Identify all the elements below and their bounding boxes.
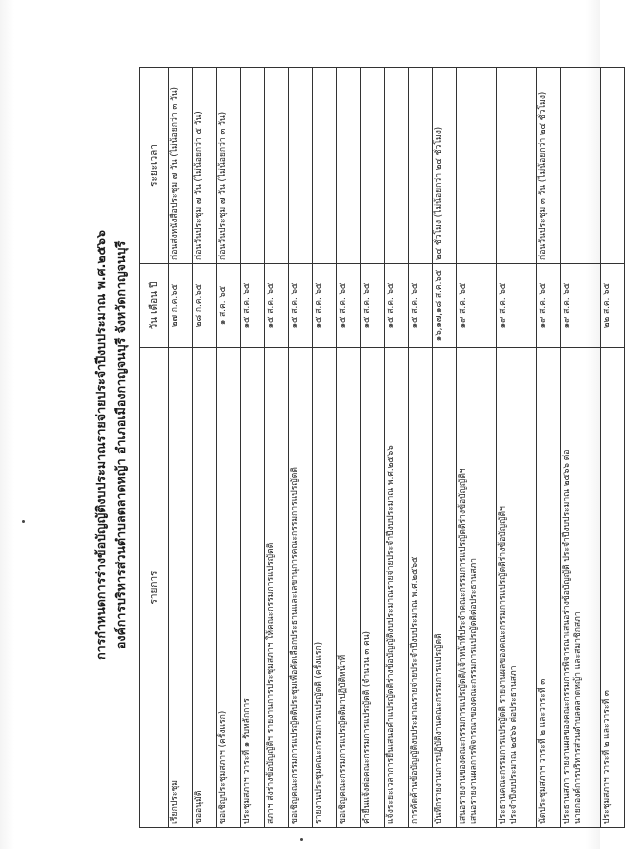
row-duration [337, 68, 361, 264]
row-item: ขอเชิญคณะกรรมการแปรญัตติประชุมเพื่อคัดเลือกประธานและเลขานุการคณะกรรมการแปรญัตติ [289, 348, 313, 828]
row-date: ๑๕ ส.ค. ๖๕ [241, 264, 265, 348]
row-item: ประชุมสภาฯ วาระที่ ๒ และวาระที่ ๓ [601, 348, 625, 828]
row-item: บันทึกรายงานการปฏิบัติงานคณะกรรมการแปรญัตติ [433, 348, 457, 828]
scan-speck [22, 520, 25, 523]
header-item: รายการ [140, 348, 169, 828]
row-item: คำยื่นแจ้งต่อคณะกรรมการแปรญัตติ (จำนวน ๓ คน) [361, 348, 385, 828]
row-date: ๑๖,๑๗,๑๘ ส.ค.๖๕ [433, 264, 457, 348]
table-row [361, 68, 385, 828]
row-date: ๒๒ ส.ค. ๖๕ [601, 264, 625, 348]
table-row [313, 68, 337, 828]
row-item [457, 348, 497, 828]
row-date: ๑๕ ส.ค. ๖๕ [385, 264, 409, 348]
table-row [409, 68, 433, 828]
row-item: รายงานประชุมคณะกรรมการแปรญัตติ (ครั้งแรก) [313, 348, 337, 828]
row-date: ๑๕ ส.ค. ๖๕ [265, 264, 289, 348]
row-item: ขอเชิญคณะกรรมการแปรญัตติมาปฏิบัติหน้าที่ [337, 348, 361, 828]
row-date: ๑๕ ส.ค. ๖๕ [289, 264, 313, 348]
table-row [497, 68, 537, 828]
header-duration: ระยะเวลา [140, 68, 169, 264]
row-duration [409, 68, 433, 264]
row-date: ๑ ส.ค. ๖๕ [217, 264, 241, 348]
row-duration [241, 68, 265, 264]
table-row [241, 68, 265, 828]
row-date: ๑๙ ส.ค. ๖๕ [561, 264, 601, 348]
row-duration: ก่อนวันประชุม ๗ วัน (ไม่น้อยกว่า ๓ วัน) [217, 68, 241, 264]
table-row [385, 68, 409, 828]
table-row [193, 68, 217, 828]
row-item: ขออนุมัติ [193, 348, 217, 828]
row-item: ขอเชิญประชุมสภาฯ (ครั้งแรก) [217, 348, 241, 828]
row-item: สภาฯ ส่งร่างข้อบัญญัติฯ รายงานการประชุมสภาฯ ให้คณะกรรมการแปรญัตติ [265, 348, 289, 828]
document-title: การกำหนดการร่างข้อบัญญัติงบประมาณรายจ่ายประจำปีงบประมาณ พ.ศ.๒๕๖๖ [93, 230, 108, 660]
rotated-document [85, 54, 612, 836]
row-date: ๒๗ ก.ค.๖๕ [169, 264, 193, 348]
document-header [85, 54, 139, 836]
header-date: วัน เดือน ปี [140, 264, 169, 348]
row-date: ๒๘ ก.ค.๖๕ [193, 264, 217, 348]
row-duration [289, 68, 313, 264]
row-date: ๑๕ ส.ค. ๖๕ [337, 264, 361, 348]
row-duration: ๒๔ ชั่วโมง (ไม่น้อยกว่า ๒๔ ชั่วโมง) [433, 68, 457, 264]
row-item: นัดประชุมสภาฯ วาระที่ ๒ และวาระที่ ๓ [537, 348, 561, 828]
table-row [601, 68, 625, 828]
document-subtitle: องค์การบริหารส่วนตำบลตลาดหญ้า อำเภอเมืองกาญจนบุรี จังหวัดกาญจนบุรี [113, 240, 128, 650]
row-duration [385, 68, 409, 264]
row-item: ประชุมสภาฯ วาระที่ ๑ รับหลักการ [241, 348, 265, 828]
row-duration: ก่อนส่งหนังสือประชุม ๗ วัน (ไม่น้อยกว่า ๓ วัน) [169, 68, 193, 264]
row-item: แจ้งระยะเวลาการยื่นเสนอคำแปรญัตติร่างข้อบัญญัติงบประมาณรายจ่ายประจำปีงบประมาณ พ.ศ.๒๕๖๖ [385, 348, 409, 828]
row-duration [361, 68, 385, 264]
row-duration [457, 68, 497, 264]
row-item-line-1: ประธานคณะกรรมการแปรญัตติ รายงานผลของคณะกรรมการแปรญัตติร่างข้อบัญญัติฯ [498, 506, 508, 824]
row-item-line-1: ประธานสภา รายงานผลของคณะกรรมการพิจารณาเสนอร่างข้อบัญญัติ ประจำปีงบประมาณ ๒๕๖๖ ต่อ [562, 449, 572, 824]
table-row [433, 68, 457, 828]
row-duration [265, 68, 289, 264]
table-row [289, 68, 313, 828]
row-duration: ก่อนวันประชุม ๗ วัน (ไม่น้อยกว่า ๕ วัน) [193, 68, 217, 264]
table-row [337, 68, 361, 828]
row-date: ๑๙ ส.ค. ๖๕ [457, 264, 497, 348]
schedule-table [139, 67, 625, 828]
row-duration: ก่อนวันประชุม ๓ วัน (ไม่น้อยกว่า ๒๔ ชั่วโมง) [537, 68, 561, 264]
row-date: ๑๙ ส.ค. ๖๕ [497, 264, 537, 348]
row-duration [497, 68, 537, 264]
row-date: ๑๙ ส.ค. ๖๕ [537, 264, 561, 348]
row-duration [561, 68, 601, 264]
row-item-line-2: ประจำปีงบประมาณ ๒๕๖๖ ต่อประธานสภา [509, 665, 519, 824]
row-item-line-1: เสนอรายงานของคณะกรรมการแปรญัตติ/เจ้าหน้าที่ประจำคณะกรรมการแปรญัตติร่างข้อบัญญัติฯ [458, 468, 468, 824]
row-date: ๑๕ ส.ค. ๖๕ [361, 264, 385, 348]
table-header-row [140, 68, 169, 828]
row-date: ๑๕ ส.ค. ๖๕ [313, 264, 337, 348]
row-item: เรียกประชุม [169, 348, 193, 828]
table-row [561, 68, 601, 828]
row-date: ๑๕ ส.ค. ๖๕ [409, 264, 433, 348]
row-item [561, 348, 601, 828]
row-item [497, 348, 537, 828]
row-duration [313, 68, 337, 264]
table-row [457, 68, 497, 828]
table-row [265, 68, 289, 828]
table-row [217, 68, 241, 828]
row-item-line-2: เสนอรายงานผลการพิจารณาของคณะกรรมการแปรญัตติต่อประธานสภา [469, 558, 479, 824]
row-item-line-2: นายกองค์การบริหารส่วนตำบลตลาดหญ้า และสมาชิกสภา [573, 611, 583, 824]
table-row [169, 68, 193, 828]
row-item: การคัดค้านข้อบัญญัติงบประมาณรายจ่ายประจำปีงบประมาณ พ.ศ.๒๕๖๕ [409, 348, 433, 828]
row-duration [601, 68, 625, 264]
table-row [537, 68, 561, 828]
scan-speck [300, 838, 303, 841]
